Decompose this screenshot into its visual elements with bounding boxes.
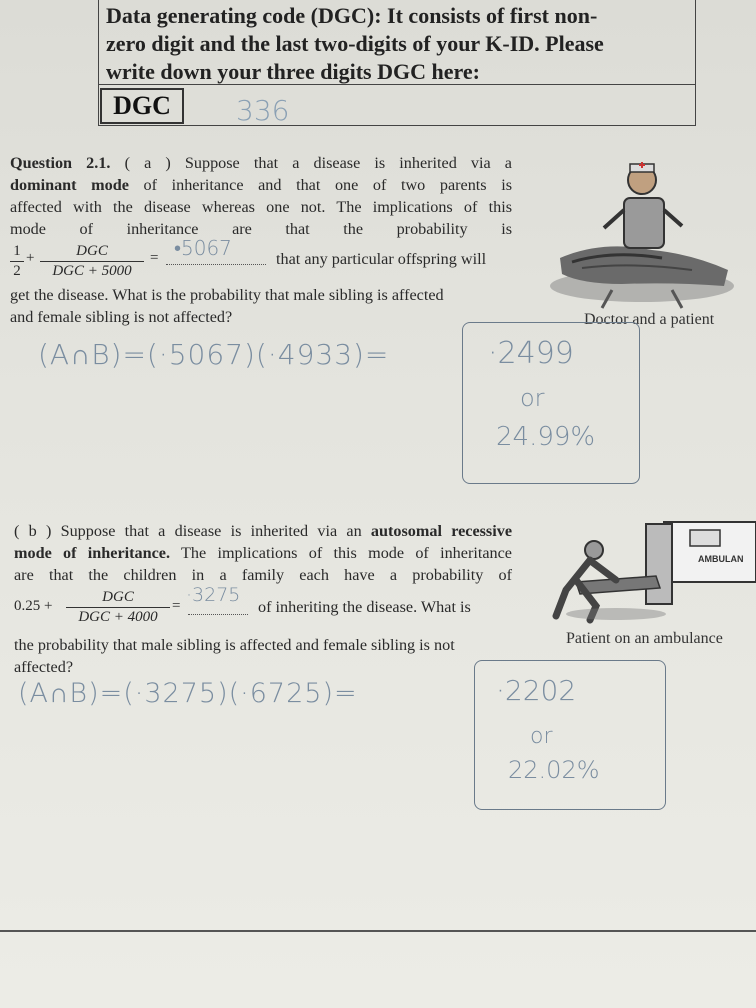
formula-a-half — [10, 242, 24, 281]
question-b-l1: Suppose that a disease is inherited via an — [60, 522, 362, 540]
formula-b-fraction — [66, 588, 170, 627]
autosomal-recessive-bold: autosomal recessive — [370, 522, 513, 540]
formula-b-num: DGC — [66, 588, 170, 608]
formula-a-half-den: 2 — [13, 263, 21, 279]
formula-a-den: DGC + 5000 — [52, 263, 132, 279]
question-a-l2: of inheritance and that one of two parents is — [143, 176, 512, 194]
question-b-line-6: affected? — [14, 658, 74, 676]
formula-b-den: DGC + 4000 — [78, 609, 158, 625]
formula-b — [14, 586, 524, 630]
formula-a-after: that any particular offspring will — [276, 250, 487, 268]
question-a-tail — [10, 284, 512, 328]
dgc-line-2: zero digit and the last two-digits of your K-ID. Please — [106, 31, 604, 56]
question-b-tail — [14, 634, 514, 678]
ambulance-sign: AMBULAN — [698, 554, 744, 564]
dominant-mode-bold: dominant mode — [10, 176, 129, 194]
question-b-l2: The implications of this mode of inheritance — [181, 544, 512, 562]
doctor-caption: Doctor and a patient — [584, 311, 715, 328]
mode-of-inheritance-bold: mode of inheritance. — [14, 544, 171, 562]
question-b-line-5: the probability that male sibling is affected and female sibling is not — [14, 636, 455, 654]
formula-b-after: of inheriting the disease. What is — [258, 598, 471, 616]
question-a-line-3: affected with the disease whereas one not. The implications of this — [10, 198, 512, 216]
question-a-l1: Suppose that a disease is inherited via a — [184, 154, 512, 172]
question-a-part: ( a ) — [124, 154, 171, 172]
question-title: Question 2.1. — [10, 154, 111, 172]
question-a-line-2 — [10, 174, 512, 196]
formula-b-base: 0.25 + — [14, 598, 53, 614]
formula-a-plus: + — [26, 250, 35, 266]
work-a-percent: 24.99% — [496, 422, 596, 452]
doctor-patient-illustration — [542, 158, 742, 318]
formula-b-blank — [188, 610, 248, 615]
question-b-text — [14, 520, 512, 586]
question-a-line-7: and female sibling is not affected? — [10, 308, 233, 326]
formula-a-fraction — [40, 242, 144, 281]
dgc-instructions — [106, 2, 696, 86]
question-a-line-6: get the disease. What is the probability that male sibling is affected — [10, 286, 444, 304]
question-a-line-4: mode of inheritance are that the probability is — [10, 220, 512, 238]
dgc-entry-row — [98, 84, 696, 126]
work-b-percent: 22.02% — [508, 756, 600, 784]
question-a-text — [10, 152, 512, 240]
dgc-line-1: Data generating code (DGC): It consists of first non- — [106, 3, 598, 28]
work-b-equation: (A∩B)=(·3275)(·6725)= — [18, 678, 358, 709]
work-a-answer: ·2499 — [488, 336, 574, 371]
formula-a-eq: = — [150, 250, 159, 266]
question-b-part: ( b ) — [14, 522, 52, 540]
question-b-line-2 — [14, 542, 512, 564]
work-a-equation: (A∩B)=(·5067)(·4933)= — [38, 338, 390, 371]
work-b-answer: ·2202 — [496, 674, 577, 707]
question-b-line-3: are that the children in a family each have a probability of — [14, 566, 512, 584]
formula-a-answer: •5067 — [174, 236, 232, 260]
formula-a-half-num: 1 — [10, 242, 24, 262]
formula-a — [10, 236, 520, 284]
formula-a-num: DGC — [40, 242, 144, 262]
work-a-or: or — [520, 384, 545, 412]
dgc-handwritten-value: 336 — [236, 94, 290, 127]
formula-b-answer: ·3275 — [186, 584, 241, 606]
dgc-label: DGC — [100, 88, 184, 124]
question-b-line-1 — [14, 520, 512, 542]
question-a-line-1 — [10, 152, 512, 174]
work-b-or: or — [530, 724, 553, 749]
dgc-line-3: write down your three digits DGC here: — [106, 59, 480, 84]
ambulance-caption: Patient on an ambulance — [566, 630, 723, 647]
ambulance-illustration — [536, 520, 756, 624]
bottom-rule — [0, 930, 756, 932]
formula-b-eq: = — [172, 598, 181, 614]
